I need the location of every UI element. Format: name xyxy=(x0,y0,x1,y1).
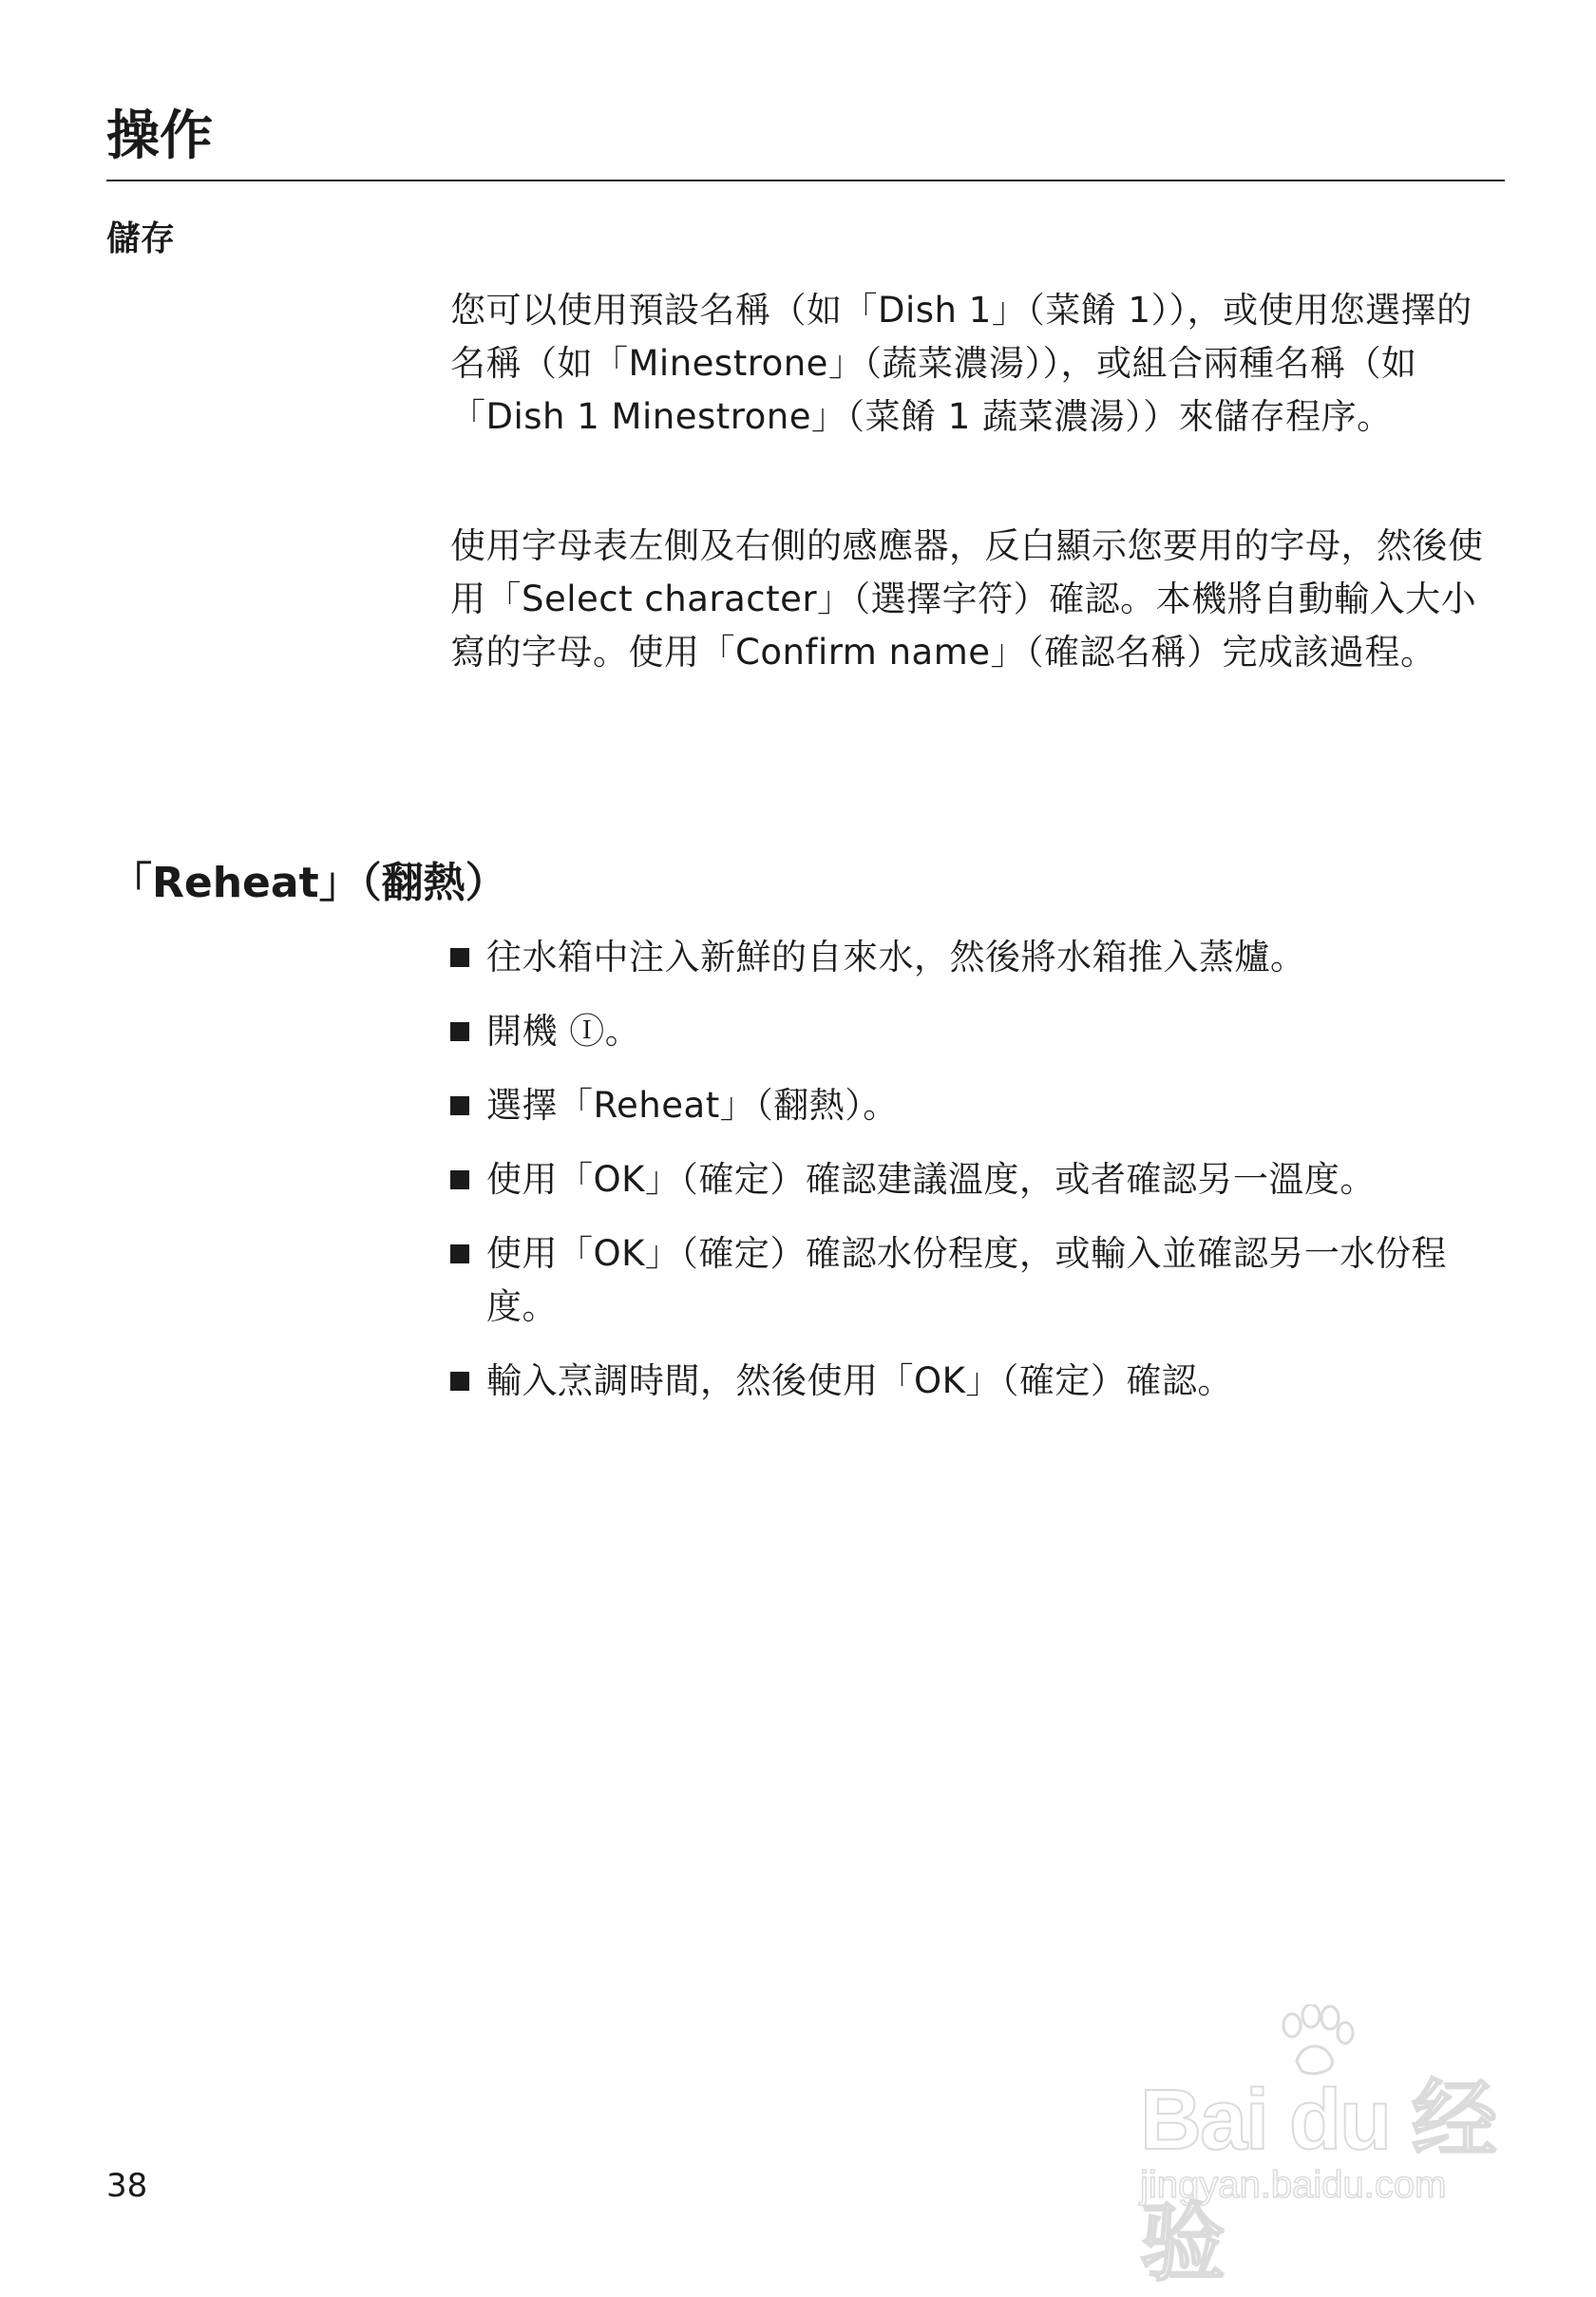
step-text: 往水箱中注入新鮮的自來水，然後將水箱推入蒸爐。 xyxy=(486,937,1306,978)
step-text: 開機 Ⓘ。 xyxy=(486,1011,641,1052)
section-heading-store: 儲存 xyxy=(106,219,176,258)
store-paragraph-2: 使用字母表左側及右側的感應器，反白顯示您要用的字母，然後使用「Select character」（選擇字符）確認。本機將自動輸入大小寫的字母。使用「Confirm name」（確認名稱）完成該過程。 xyxy=(450,525,1484,673)
watermark-brand: Bai du 经验 xyxy=(1140,2073,1496,2291)
store-paragraph-1: 您可以使用預設名稱（如「Dish 1」（菜餚 1）），或使用您選擇的名稱（如「Minestrone」（蔬菜濃湯）），或組合兩種名稱（如「Dish 1 Minestrone」（菜餚 1 蔬菜濃湯））來儲存程序。 xyxy=(450,290,1472,437)
step-text: 使用「OK」（確定）確認建議溫度，或者確認另一溫度。 xyxy=(486,1159,1376,1200)
step-text: 選擇「Reheat」（翻熱）。 xyxy=(486,1085,899,1126)
list-item xyxy=(450,1079,1507,1132)
square-bullet-icon xyxy=(450,1096,469,1115)
watermark-url: jingyan.baidu.com xyxy=(1140,2164,1447,2206)
step-text: 輸入烹調時間，然後使用「OK」（確定）確認。 xyxy=(486,1360,1233,1401)
section-heading-reheat: 「Reheat」（翻熱） xyxy=(110,859,507,907)
page-number: 38 xyxy=(106,2167,148,2205)
square-bullet-icon xyxy=(450,948,469,967)
title-divider xyxy=(106,180,1505,181)
list-item xyxy=(450,1005,1507,1058)
square-bullet-icon xyxy=(450,1170,469,1189)
list-item xyxy=(450,931,1507,984)
square-bullet-icon xyxy=(450,1022,469,1041)
list-item xyxy=(450,1355,1507,1408)
square-bullet-icon xyxy=(450,1372,469,1391)
square-bullet-icon xyxy=(450,1244,469,1263)
baidu-watermark xyxy=(1112,2004,1510,2291)
page-title: 操作 xyxy=(106,105,213,167)
reheat-steps-list xyxy=(450,931,1507,1429)
step-text: 使用「OK」（確定）確認水份程度，或輸入並確認另一水份程度。 xyxy=(486,1233,1447,1327)
list-item xyxy=(450,1153,1507,1206)
list-item xyxy=(450,1227,1507,1334)
